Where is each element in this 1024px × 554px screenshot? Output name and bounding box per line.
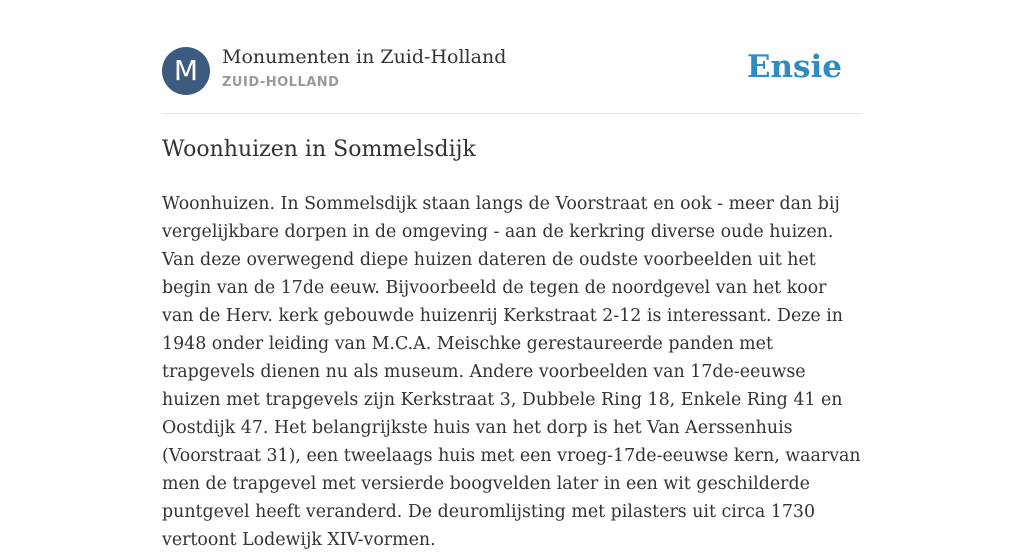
article-body: Woonhuizen. In Sommelsdijk staan langs de Voorstraat en ook - meer dan bij vergelijkbare dorpen in de omgeving - aan de kerkring diverse oude huizen. Van deze overwegend diepe huizen dateren de oudste voorbeelden uit het begin van de 17de eeuw. Bijvoorbeeld de tegen de noordgevel van het koor van de Herv. kerk gebouwde huizenrij Kerkstraat 2-12 is interessant. Deze in 1948 onder leiding van M.C.A. Meischke gerestaureerde panden met trapgevels dienen nu als museum. Andere voorbeelden van 17de-eeuwse huizen met trapgevels zijn Kerkstraat 3, Dubbele Ring 18, Enkele Ring 41 en Oostdijk 47. Het belangrijkste huis van het dorp is het Van Aerssenhuis (Voorstraat 31), een tweelaags huis met een vroeg-17de-eeuwse kern, waarvan men de trapgevel met versierde boogvelden later in een wit geschilderde puntgevel heeft veranderd. De deuromlijsting met pilasters uit circa 1730 vertoont Lodewijk XIV-vormen.: [162, 194, 861, 550]
header: [162, 46, 862, 96]
header-divider: [162, 113, 862, 114]
source-region: ZUID-HOLLAND: [222, 75, 340, 90]
source-name-link[interactable]: Monumenten in Zuid-Holland: [222, 46, 507, 68]
avatar[interactable]: M: [162, 47, 210, 95]
article-title: Woonhuizen in Sommelsdijk: [162, 137, 476, 162]
brand-logo[interactable]: Ensie: [746, 49, 842, 85]
